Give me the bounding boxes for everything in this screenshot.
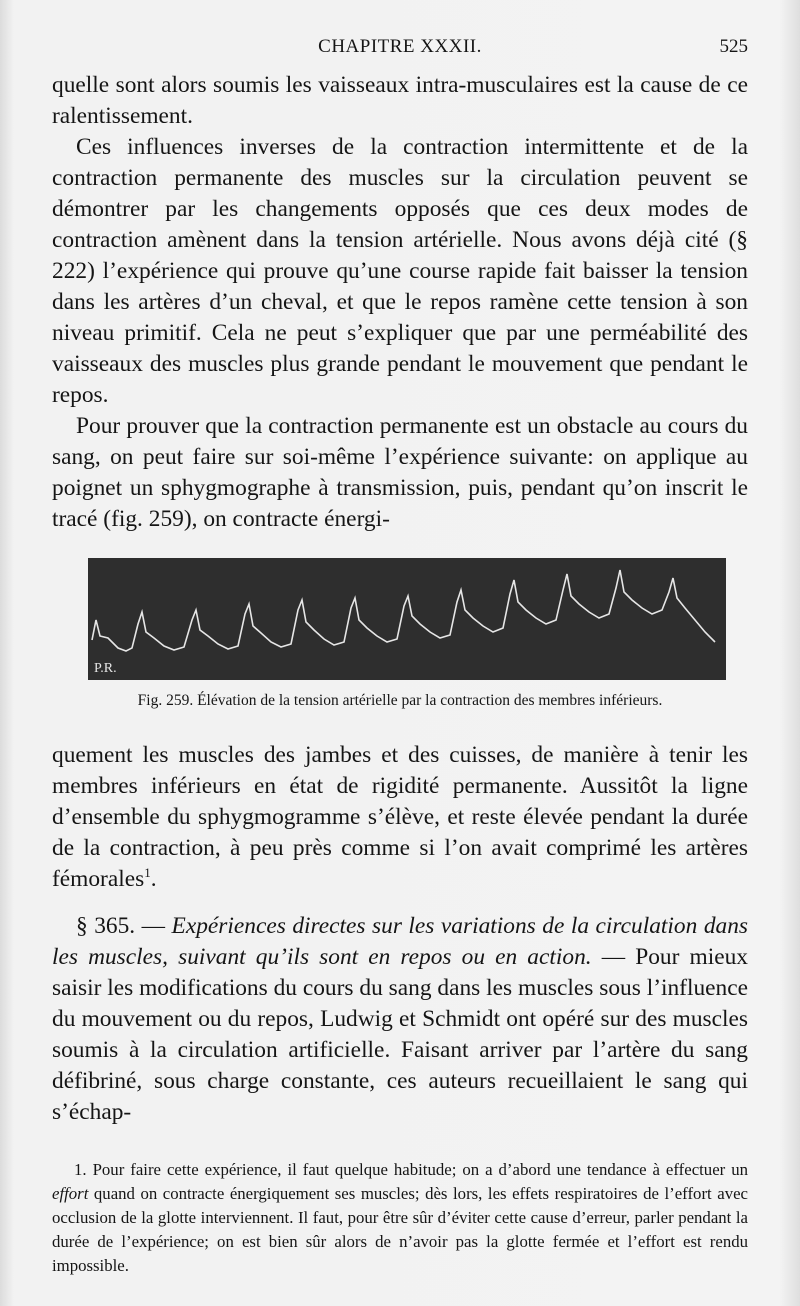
footnote-text-after: quand on contracte énergiquement ses muscles; dès lors, les effets respiratoires de l’effort avec occlusion de la glotte interviennent. Il faut, pour être sûr d’éviter cette cause d’erreur, parler pendant la durée de l’expérience; on est bien sûr alors de n’avoir pas la glotte fermée et l’effort est rendu impossible. [52, 1184, 748, 1275]
footnote-number: 1. [74, 1160, 87, 1179]
figure-label: P.R. [94, 661, 117, 676]
paragraph-contraction: quement les muscles des jambes et des cuisses, de manière à tenir les membres inférieurs en état de rigidité permanente. Aussitôt la ligne d’ensemble du sphygmogramme s’élève, et reste élevée pendant la durée de la contraction, à peu près comme si l’on avait comprimé les artères fémorales$^1$. [52, 742, 748, 892]
section-number: § 365. — [76, 913, 166, 939]
paragraph-contraction-text: quement les muscles des jambes et des cuisses, de manière à tenir les membres inférieurs en état de rigidité permanente. Aussitôt la ligne d’ensemble du sphygmogramme s’élève, et reste élevée pendant la durée de la contraction, à peu près comme si l’on avait comprimé les artères fémorales [52, 742, 748, 892]
footnotes [52, 1158, 748, 1278]
figure-caption: Fig. 259. Élévation de la tension artérielle par la contraction des membres inférieurs. [137, 692, 663, 709]
running-title: CHAPITRE XXXII. [318, 36, 482, 57]
footnote-text-before: Pour faire cette expérience, il faut quelque habitude; on a d’abord une tendance à effectuer un [92, 1160, 748, 1179]
section-365 [52, 911, 748, 1128]
paragraph-experiment: Pour prouver que la contraction permanente est un obstacle au cours du sang, on peut faire sur soi-même l’expérience suivante: on applique au poignet un sphygmographe à transmission, puis, pendant qu’on inscrit le tracé (fig. 259), on contracte énergi- [52, 413, 748, 532]
text-before-figure [52, 70, 748, 535]
sphygmogram-trace [92, 570, 715, 651]
page-number: 525 [719, 36, 748, 57]
footnote-emphasis: effort [52, 1184, 89, 1203]
section-text: — Pour mieux saisir les modifications du cours du sang dans les muscles sous l’influence du mouvement ou du repos, Ludwig et Schmidt ont opéré sur des muscles soumis à la circulation artificielle. Faisant arriver par l’artère du sang défibriné, sous charge constante, ces auteurs recueillaient le sang qui s’échap- [52, 944, 748, 1125]
text-after-figure [52, 740, 748, 1128]
sphygmogram-trace-svg [88, 558, 726, 680]
page-header [52, 36, 748, 60]
footnote-reference: 1 [144, 865, 151, 881]
paragraph-influences: Ces influences inverses de la contraction intermittente et de la contraction permanente des muscles sur la circulation peuvent se démontrer par les changements opposés que ces deux modes de contraction amènent dans la tension artérielle. Nous avons déjà cité (§ 222) l’expérience qui prouve qu’une course rapide fait baisser la tension dans les artères d’un cheval, et que le repos ramène cette tension à son niveau primitif. Cela ne peut s’expliquer que par une perméabilité des vaisseaux des muscles plus grande pendant le mouvement que pendant le repos. [52, 134, 748, 408]
section-title: Expériences directes sur les variations de la circulation dans les muscles, suivant qu’ils sont en repos ou en action. [52, 913, 749, 970]
sphygmogram-figure [88, 558, 726, 680]
paragraph-continuation: quelle sont alors soumis les vaisseaux intra-musculaires est la cause de ce ralentissement. [52, 72, 748, 129]
footnote-1 [52, 1158, 748, 1278]
